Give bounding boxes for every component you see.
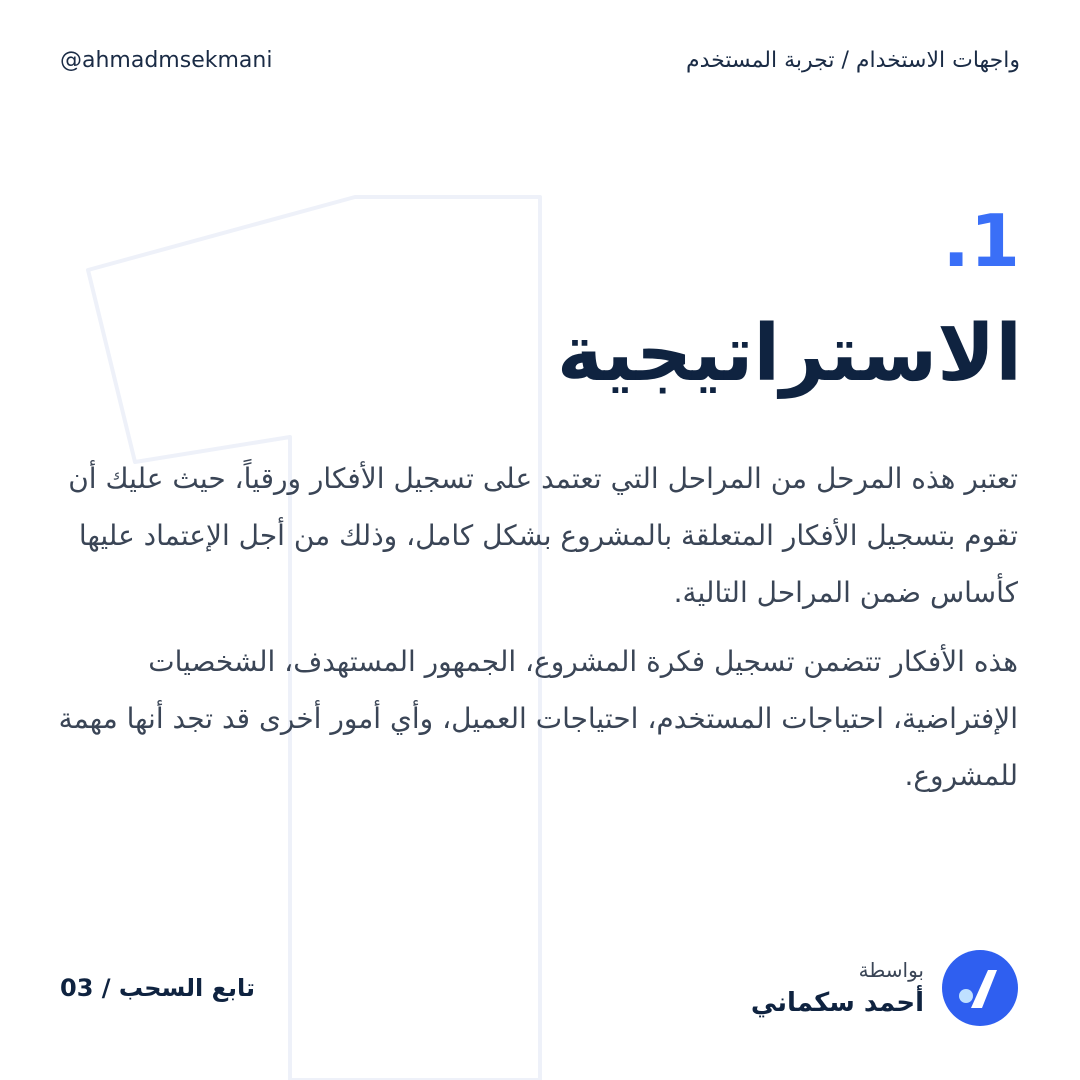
swipe-hint: تابع السحب / 03: [60, 974, 256, 1002]
author-name: أحمد سكماني: [750, 988, 924, 1018]
breadcrumb: واجهات الاستخدام / تجربة المستخدم: [685, 47, 1020, 73]
body-text: [58, 450, 1018, 816]
step-number: 1.: [942, 199, 1020, 283]
by-label: بواسطة: [858, 958, 924, 982]
author-block: [751, 950, 1018, 1026]
author-handle: @ahmadmsekmani: [60, 47, 273, 73]
paragraph: هذه الأفكار تتضمن تسجيل فكرة المشروع، الجمهور المستهدف، الشخصيات الإفتراضية، احتياجات المستخدم، احتياجات العميل، وأي أمور أخرى قد تجد أنها مهمة للمشروع.: [58, 645, 1018, 792]
paragraph: تعتبر هذه المرحل من المراحل التي تعتمد على تسجيل الأفكار ورقياً، حيث عليك أن تقوم بتسجيل الأفكار المتعلقة بالمشروع بشكل كامل، وذلك من أجل الإعتماد عليها كأساس ضمن المراحل التالية.: [68, 462, 1018, 609]
author-text: [751, 955, 924, 1021]
page-title: الاستراتيجية: [556, 309, 1022, 399]
footer: [60, 950, 1018, 1030]
avatar: [942, 950, 1018, 1026]
author-logo-icon: [942, 950, 1018, 1026]
header: [60, 40, 1020, 80]
